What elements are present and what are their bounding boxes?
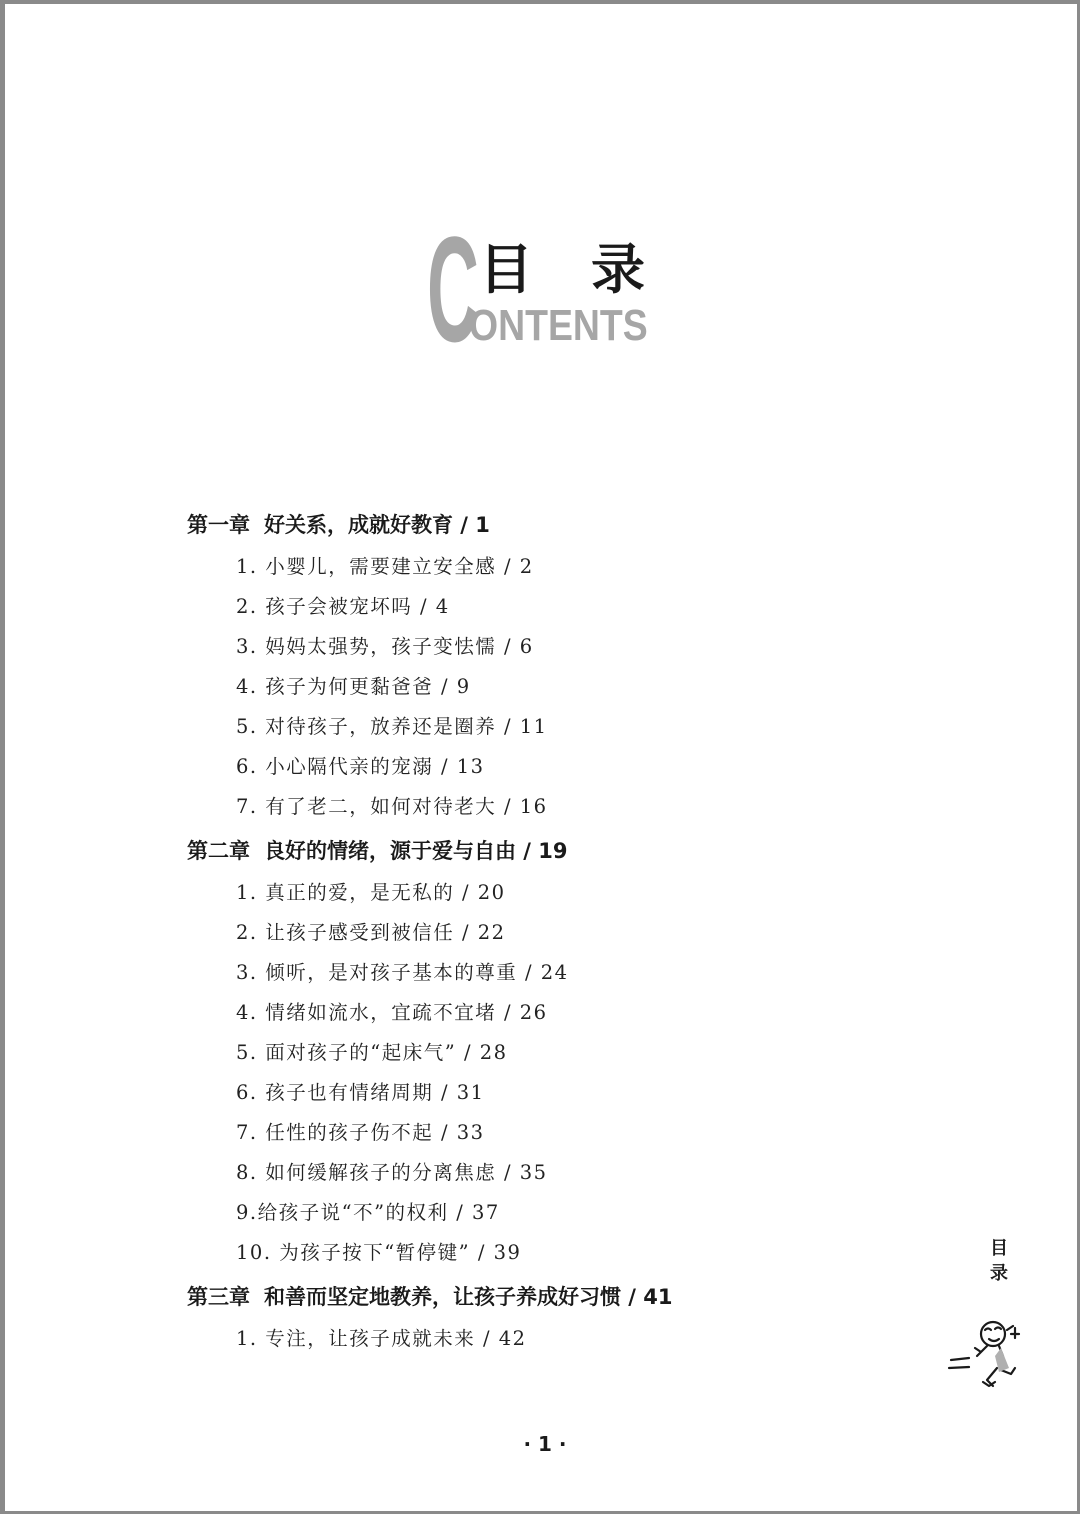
toc-entry: 7. 有了老二，如何对待老大 / 16 — [236, 795, 548, 818]
toc-entry: 3. 妈妈太强势，孩子变怯懦 / 6 — [236, 635, 534, 658]
toc-entry: 1. 真正的爱，是无私的 / 20 — [236, 881, 506, 904]
toc-entry: 2. 孩子会被宠坏吗 / 4 — [236, 595, 450, 618]
contents-title — [425, 205, 685, 373]
chapter-heading-1 — [187, 509, 887, 541]
side-label-char: 录 — [990, 1263, 1008, 1284]
chapter-title: 良好的情绪，源于爱与自由 / 19 — [264, 839, 568, 863]
running-child-doodle-icon — [941, 1316, 1041, 1396]
chapter-title: 好关系，成就好教育 / 1 — [264, 513, 490, 537]
side-label-char: 目 — [990, 1238, 1008, 1259]
contents-title-initial: C — [427, 205, 479, 373]
toc-entry: 1. 小婴儿，需要建立安全感 / 2 — [236, 555, 534, 578]
chapter-title: 和善而坚定地教养，让孩子养成好习惯 / 41 — [264, 1285, 673, 1309]
title-char-first: 目 — [479, 238, 535, 301]
toc-entry: 8. 如何缓解孩子的分离焦虑 / 35 — [236, 1161, 548, 1184]
table-of-contents — [187, 509, 887, 1359]
toc-entry: 6. 孩子也有情绪周期 / 31 — [236, 1081, 485, 1104]
toc-entry: 5. 面对孩子的“起床气” / 28 — [236, 1041, 508, 1064]
toc-entry: 10. 为孩子按下“暂停键” / 39 — [236, 1241, 522, 1264]
chapter-label: 第三章 — [187, 1285, 250, 1309]
chapter-heading-3 — [187, 1281, 887, 1313]
chapter-heading-2 — [187, 835, 887, 867]
chapter-label: 第二章 — [187, 839, 250, 863]
side-section-label — [987, 1236, 1011, 1286]
contents-title-chinese — [479, 240, 647, 300]
toc-entry: 4. 孩子为何更黏爸爸 / 9 — [236, 675, 471, 698]
contents-title-english: ONTENTS — [469, 301, 648, 350]
chapter-label: 第一章 — [187, 513, 250, 537]
toc-entry: 4. 情绪如流水，宜疏不宜堵 / 26 — [236, 1001, 548, 1024]
toc-entry: 7. 任性的孩子伤不起 / 33 — [236, 1121, 485, 1144]
toc-entry: 6. 小心隔代亲的宠溺 / 13 — [236, 755, 485, 778]
toc-entry: 3. 倾听，是对孩子基本的尊重 / 24 — [236, 961, 569, 984]
page-number: · 1 · — [523, 1432, 567, 1456]
toc-entry: 9.给孩子说“不”的权利 / 37 — [236, 1201, 500, 1224]
title-char-second: 录 — [591, 238, 647, 301]
toc-entry: 2. 让孩子感受到被信任 / 22 — [236, 921, 506, 944]
toc-entry: 5. 对待孩子，放养还是圈养 / 11 — [236, 715, 548, 738]
toc-entry: 1. 专注，让孩子成就未来 / 42 — [236, 1327, 527, 1350]
